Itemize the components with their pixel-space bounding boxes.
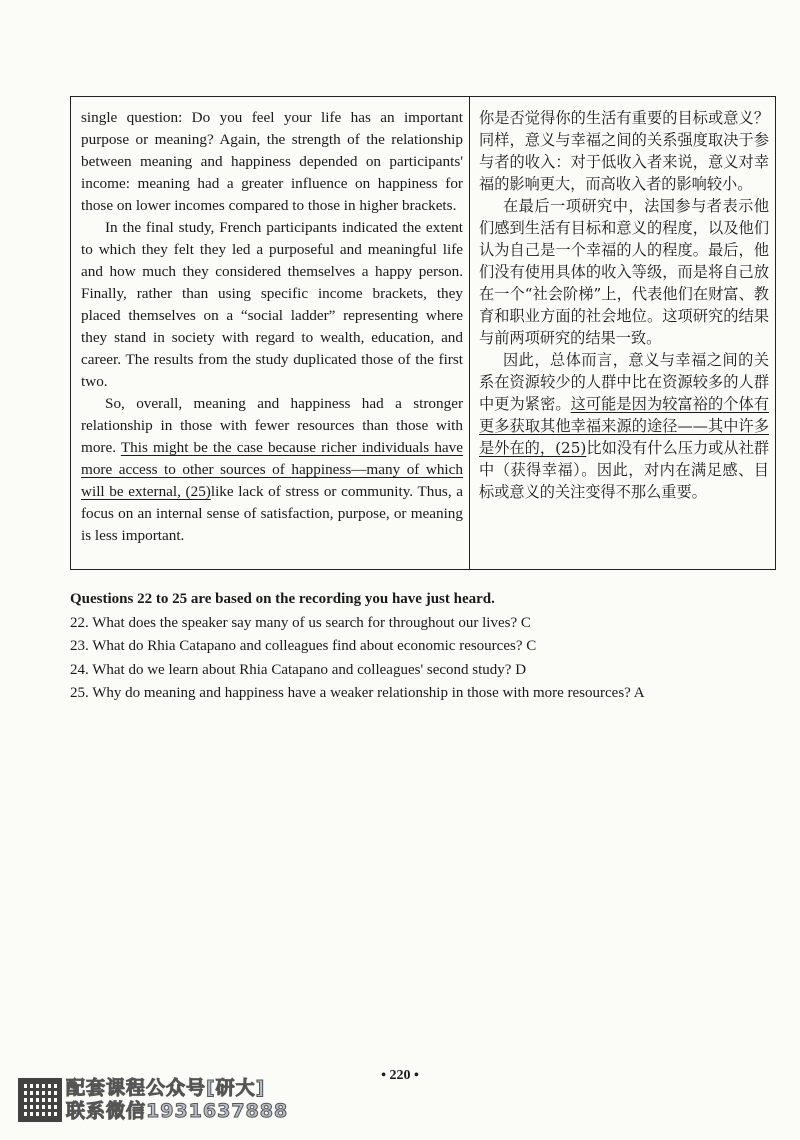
chinese-column <box>470 97 775 569</box>
chinese-p3-start: 因此，总体而言，意义与幸福之间的关系在资源较少的人群中比在资源较多的人群中更为紧密。 <box>479 351 769 413</box>
promo-line-2: 联系微信1931637888 <box>66 1100 289 1122</box>
english-p3-start: So, overall, meaning and happiness had a stronger relationship in those with fewer resources than those with more. <box>81 395 463 456</box>
english-paragraph-1: single question: Do you feel your life has an important purpose or meaning? Again, the strength of the relationship between meaning and happiness depended on participants' income: meaning had a greater influence on happiness for those on lower incomes compared to those in higher brackets. <box>81 109 463 214</box>
bilingual-transcript-table <box>70 96 776 570</box>
questions-title: Questions 22 to 25 are based on the recording you have just heard. <box>70 591 495 607</box>
chinese-p3-end: 比如没有什么压力或从社群中（获得幸福）。因此，对内在满足感、目标或意义的关注变得不那么重要。 <box>479 439 770 501</box>
page-number: • 220 • <box>381 1068 419 1083</box>
questions-section <box>70 588 780 706</box>
qr-code-icon <box>18 1078 62 1122</box>
english-paragraph-2: In the final study, French participants indicated the extent to which they felt they led a purposeful and meaningful life and how much they considered themselves a happy person. Finally, rather than using specific income brackets, they placed themselves on a “social ladder” representing where they stand in society with regard to wealth, education, and career. The results from the study duplicated those of the first two. <box>81 219 463 390</box>
question-item: 25. Why do meaning and happiness have a weaker relationship in those with more resources? A <box>70 685 645 701</box>
question-item: 23. What do Rhia Catapano and colleagues find about economic resources? C <box>70 638 537 654</box>
english-column <box>71 97 470 569</box>
promo-watermark <box>66 1077 288 1123</box>
english-p3-end: like lack of stress or community. Thus, a focus on an internal sense of satisfaction, purpose, or meaning is less important. <box>81 483 463 544</box>
chinese-paragraph-3 <box>479 349 769 503</box>
promo-line-1: 配套课程公众号[研大] <box>66 1077 266 1099</box>
chinese-paragraph-1: 你是否觉得你的生活有重要的目标或意义？同样，意义与幸福之间的关系强度取决于参与者的收入：对于低收入者来说，意义对幸福的影响更大，而高收入者的影响较小。 <box>479 109 769 193</box>
chinese-p3-underlined: 这可能是因为较富裕的个体有更多获取其他幸福来源的途径——其中许多是外在的，(25) <box>479 395 770 457</box>
chinese-paragraph-2: 在最后一项研究中，法国参与者表示他们感到生活有目标和意义的程度，以及他们认为自己是一个幸福的人的程度。最后，他们没有使用具体的收入等级，而是将自己放在一个“社会阶梯”上，代表他们在财富、教育和职业方面的社会地位。这项研究的结果与前两项研究的结果一致。 <box>479 197 769 347</box>
question-item: 24. What do we learn about Rhia Catapano and colleagues' second study? D <box>70 661 527 678</box>
question-item: 22. What does the speaker say many of us search for throughout our lives? C <box>70 614 531 631</box>
english-paragraph-3 <box>81 393 463 547</box>
english-p3-underlined: This might be the case because richer individuals have more access to other sources of happiness—many of which will be external, (25) <box>81 439 463 500</box>
